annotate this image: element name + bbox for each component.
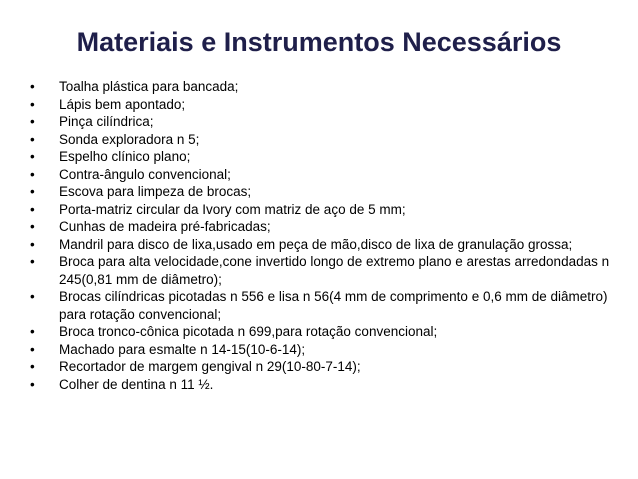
list-item [30,166,622,184]
bullet: • [30,131,35,147]
list-item-text: Broca para alta velocidade,cone invertido longo de extremo plano e arestas arredondadas n 245(0,81 mm de diâmetro); [59,254,610,287]
bullet: • [30,79,35,94]
bullet: • [30,219,35,234]
list-item [30,358,622,376]
list-item [30,253,622,288]
list-item-text: Porta-matriz circular da Ivory com matriz de aço de 5 mm; [59,201,406,217]
bullet: • [30,254,35,269]
bullet: • [30,96,35,112]
list-item-text: Lápis bem apontado; [59,96,186,112]
materials-list [30,78,622,393]
list-item-text: Sonda exploradora n 5; [59,131,200,147]
slide-title: Materiais e Instrumentos Necessários [76,27,562,57]
list-item [30,236,622,254]
bullet: • [30,149,35,164]
list-item-text: Broca tronco-cônica picotada n 699,para rotação convencional; [59,324,438,339]
bullet: • [30,289,35,304]
list-item [30,201,622,219]
list-item-text: Escova para limpeza de brocas; [59,184,252,199]
list-item-text: Cunhas de madeira pré-fabricadas; [59,219,271,234]
list-item-text: Brocas cilíndricas picotadas n 556 e lisa n 56(4 mm de comprimento e 0,6 mm de diâmetro) para rotação convencional; [59,289,608,322]
list-item [30,148,622,166]
bullet: • [30,201,35,217]
list-item [30,376,622,394]
bullet: • [30,114,35,129]
bullet: • [30,184,35,199]
list-item [30,78,622,96]
list-item [30,341,622,359]
list-item [30,183,622,201]
list-item [30,131,622,149]
bullet: • [30,376,35,392]
bullet: • [30,359,35,374]
list-item-text: Toalha plástica para bancada; [59,79,239,94]
list-item-text: Mandril para disco de lixa,usado em peça de mão,disco de lixa de granulação grossa; [59,236,573,252]
bullet: • [30,341,35,357]
list-item-text: Contra-ângulo convencional; [59,166,231,182]
list-item-text: Recortador de margem gengival n 29(10-80-7-14); [59,359,361,374]
list-item [30,288,622,323]
list-item [30,323,622,341]
bullet: • [30,324,35,339]
list-item-text: Machado para esmalte n 14-15(10-6-14); [59,341,306,357]
bullet: • [30,236,35,252]
list-item [30,96,622,114]
bullet: • [30,166,35,182]
list-item-text: Colher de dentina n 11 ½. [59,376,214,392]
list-item [30,218,622,236]
list-item [30,113,622,131]
list-item-text: Espelho clínico plano; [59,149,191,164]
list-item-text: Pinça cilíndrica; [59,114,154,129]
